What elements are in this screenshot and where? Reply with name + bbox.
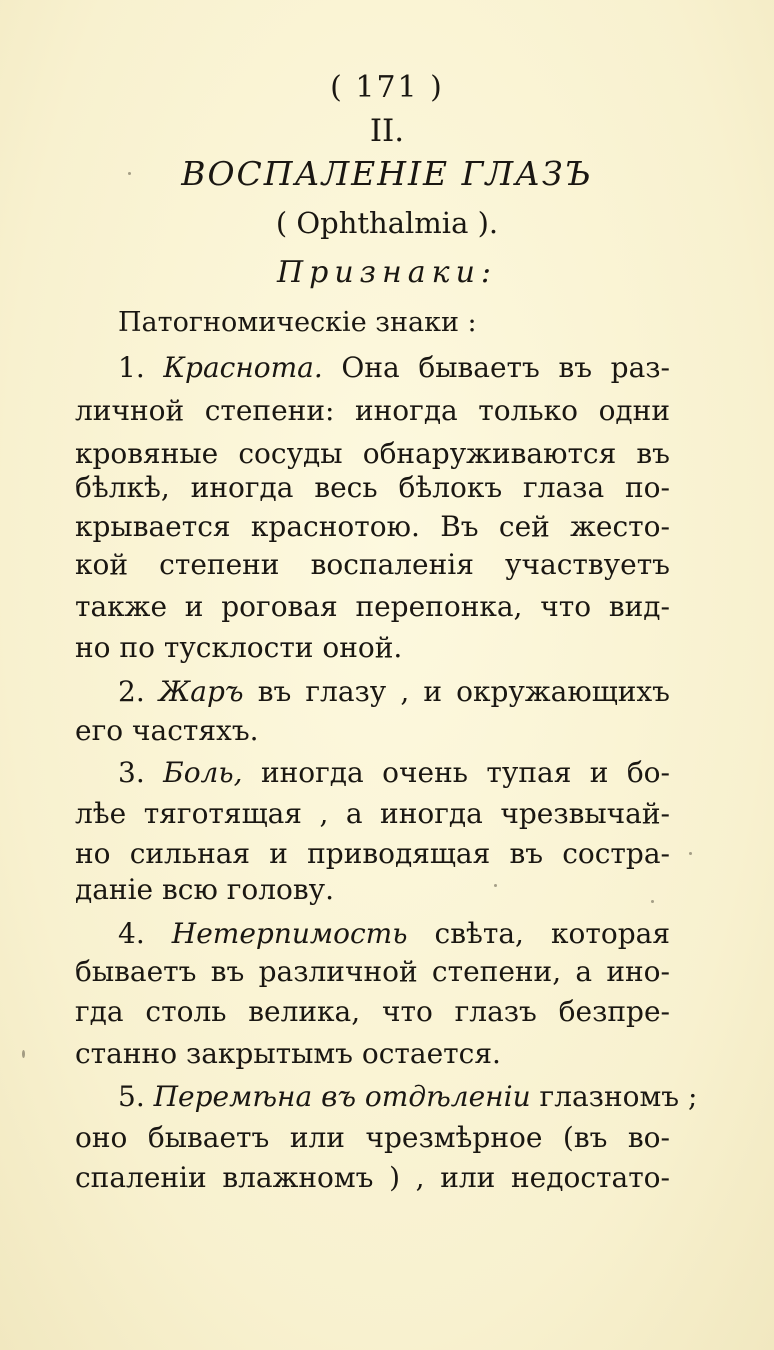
scan-speck: [22, 1050, 25, 1058]
item-term: Нетерпимость: [171, 917, 408, 950]
text-line: кой степени воспаленія участвуетъ: [75, 548, 670, 581]
text-line: его частяхъ.: [75, 714, 259, 747]
chapter-title: ВОСПАЛЕНІЕ ГЛАЗЪ: [181, 154, 593, 193]
item-text: свѣта, которая: [434, 917, 670, 950]
text-line: бываетъ въ различной степени, а ино-: [75, 955, 670, 988]
text-line: спаленіи влажномъ ) , или недостато-: [75, 1161, 670, 1194]
item-text: глазномъ ;: [539, 1080, 698, 1113]
subheading-signs: Признаки:: [276, 255, 498, 290]
text-line: бѣлкѣ, иногда весь бѣлокъ глаза по-: [75, 471, 670, 504]
item-term: Краснота.: [163, 351, 323, 384]
text-line: даніе всю голову.: [75, 873, 335, 906]
item-text: въ глазу , и окружающихъ: [257, 675, 671, 708]
paragraph-first-line: [118, 350, 670, 386]
paragraph-first-line: [118, 1079, 698, 1115]
text-line: но сильная и приводящая въ сострa-: [75, 837, 670, 870]
paragraph-first-line: [118, 755, 670, 791]
text-line: гда столь велика, что глазъ безпре-: [75, 995, 670, 1028]
item-text: Она бываетъ въ раз-: [341, 351, 671, 384]
text-line: лѣе тяготящая , а иногда чрезвычай-: [75, 797, 670, 830]
item-number: 5.: [118, 1080, 145, 1113]
latin-name: ( Ophthalmia ).: [275, 206, 499, 240]
intro-line: Патогномическіе знаки :: [118, 307, 477, 338]
text-line: станно закрытымъ остается.: [75, 1037, 501, 1070]
item-term: Перемѣна въ отдѣленіи: [153, 1080, 531, 1113]
section-number: II.: [369, 113, 405, 149]
item-term: Боль,: [163, 756, 243, 789]
text-line: также и роговая перепонка, что вид-: [75, 590, 670, 623]
page-number: ( 171 ): [330, 70, 444, 105]
text-line: личной степени: иногда только одни: [75, 394, 670, 427]
scan-speck: [128, 172, 131, 175]
paragraph-first-line: [118, 674, 670, 710]
item-number: 1.: [118, 351, 145, 384]
item-number: 3.: [118, 756, 145, 789]
scan-speck: [651, 900, 654, 903]
text-line: крывается краснотою. Въ сей жесто-: [75, 510, 670, 543]
scan-speck: [494, 884, 497, 887]
text-line: но по тусклости оной.: [75, 631, 403, 664]
scan-speck: [689, 852, 692, 855]
item-number: 4.: [118, 917, 145, 950]
text-line: кровяные сосуды обнаруживаются въ: [75, 437, 670, 470]
item-text: иногда очень тупая и бо-: [260, 756, 670, 789]
item-term: Жаръ: [158, 675, 244, 708]
paragraph-first-line: [118, 916, 670, 952]
text-line: оно бываетъ или чрезмѣрное (въ во-: [75, 1121, 670, 1154]
item-number: 2.: [118, 675, 145, 708]
